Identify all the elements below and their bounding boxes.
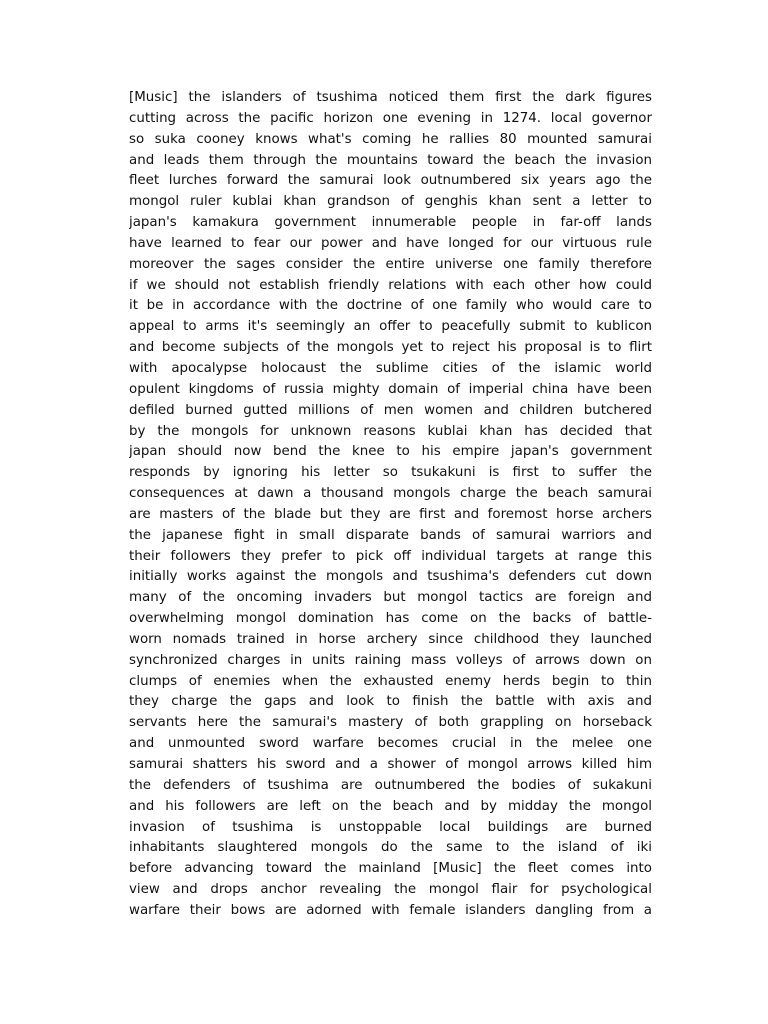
text-line: before advancing toward the mainland [Music] the fleet comes into: [129, 861, 652, 877]
text-line: japan's kamakura government innumerable people in far-off lands: [129, 215, 652, 231]
text-line: [Music] the islanders of tsushima noticed them first the dark figures: [129, 90, 652, 105]
text-line: and become subjects of the mongols yet to reject his proposal is to flirt: [129, 340, 652, 356]
text-line: the japanese fight in small disparate bands of samurai warriors and: [129, 527, 652, 543]
text-line: warfare their bows are adorned with female islanders dangling from a: [129, 902, 652, 918]
text-line: if we should not establish friendly relations with each other how could: [129, 277, 652, 293]
text-line: many of the oncoming invaders but mongol tactics are foreign and: [129, 590, 652, 606]
text-line: appeal to arms it's seemingly an offer to peacefully submit to kublicon: [129, 319, 652, 335]
text-line: and leads them through the mountains toward the beach the invasion: [129, 152, 652, 168]
text-line: invasion of tsushima is unstoppable local buildings are burned: [129, 819, 652, 835]
text-line: view and drops anchor revealing the mongol flair for psychological: [129, 882, 652, 898]
text-line: mongol ruler kublai khan grandson of genghis khan sent a letter to: [129, 194, 652, 210]
text-line: inhabitants slaughtered mongols do the same to the island of iki: [129, 840, 652, 856]
text-line: fleet lurches forward the samurai look outnumbered six years ago the: [129, 173, 652, 189]
text-line: opulent kingdoms of russia mighty domain of imperial china have been: [129, 381, 652, 397]
text-line: clumps of enemies when the exhausted enemy herds begin to thin: [129, 673, 652, 689]
text-line: their followers they prefer to pick off individual targets at range this: [129, 548, 652, 564]
text-line: it be in accordance with the doctrine of one family who would care to: [129, 298, 652, 314]
text-line: defiled burned gutted millions of men women and children butchered: [129, 402, 652, 418]
text-line: and unmounted sword warfare becomes crucial in the melee one: [129, 736, 652, 752]
text-line: samurai shatters his sword and a shower of mongol arrows killed him: [129, 757, 652, 772]
document-body-text: [129, 88, 652, 922]
text-line: cutting across the pacific horizon one evening in 1274. local governor: [129, 110, 652, 126]
text-line: have learned to fear our power and have longed for our virtuous rule: [129, 235, 652, 251]
text-line: japan should now bend the knee to his empire japan's government: [129, 444, 652, 460]
text-line: consequences at dawn a thousand mongols charge the beach samurai: [129, 486, 652, 502]
text-line: they charge the gaps and look to finish the battle with axis and: [129, 694, 652, 710]
text-line: worn nomads trained in horse archery since childhood they launched: [129, 631, 652, 647]
text-line: and his followers are left on the beach and by midday the mongol: [129, 798, 652, 814]
text-line: overwhelming mongol domination has come on the backs of battle-: [129, 611, 652, 627]
text-line: by the mongols for unknown reasons kublai khan has decided that: [129, 423, 652, 439]
text-line: the defenders of tsushima are outnumbered the bodies of sukakuni: [129, 777, 652, 793]
text-line: moreover the sages consider the entire universe one family therefore: [129, 256, 652, 272]
text-line: so suka cooney knows what's coming he rallies 80 mounted samurai: [129, 131, 652, 147]
text-line: with apocalypse holocaust the sublime cities of the islamic world: [129, 360, 652, 376]
text-line: synchronized charges in units raining mass volleys of arrows down on: [129, 652, 652, 668]
text-line: servants here the samurai's mastery of both grappling on horseback: [129, 715, 652, 731]
text-line: initially works against the mongols and tsushima's defenders cut down: [129, 569, 652, 585]
text-line: responds by ignoring his letter so tsukakuni is first to suffer the: [129, 465, 652, 481]
text-line: are masters of the blade but they are first and foremost horse archers: [129, 506, 652, 522]
